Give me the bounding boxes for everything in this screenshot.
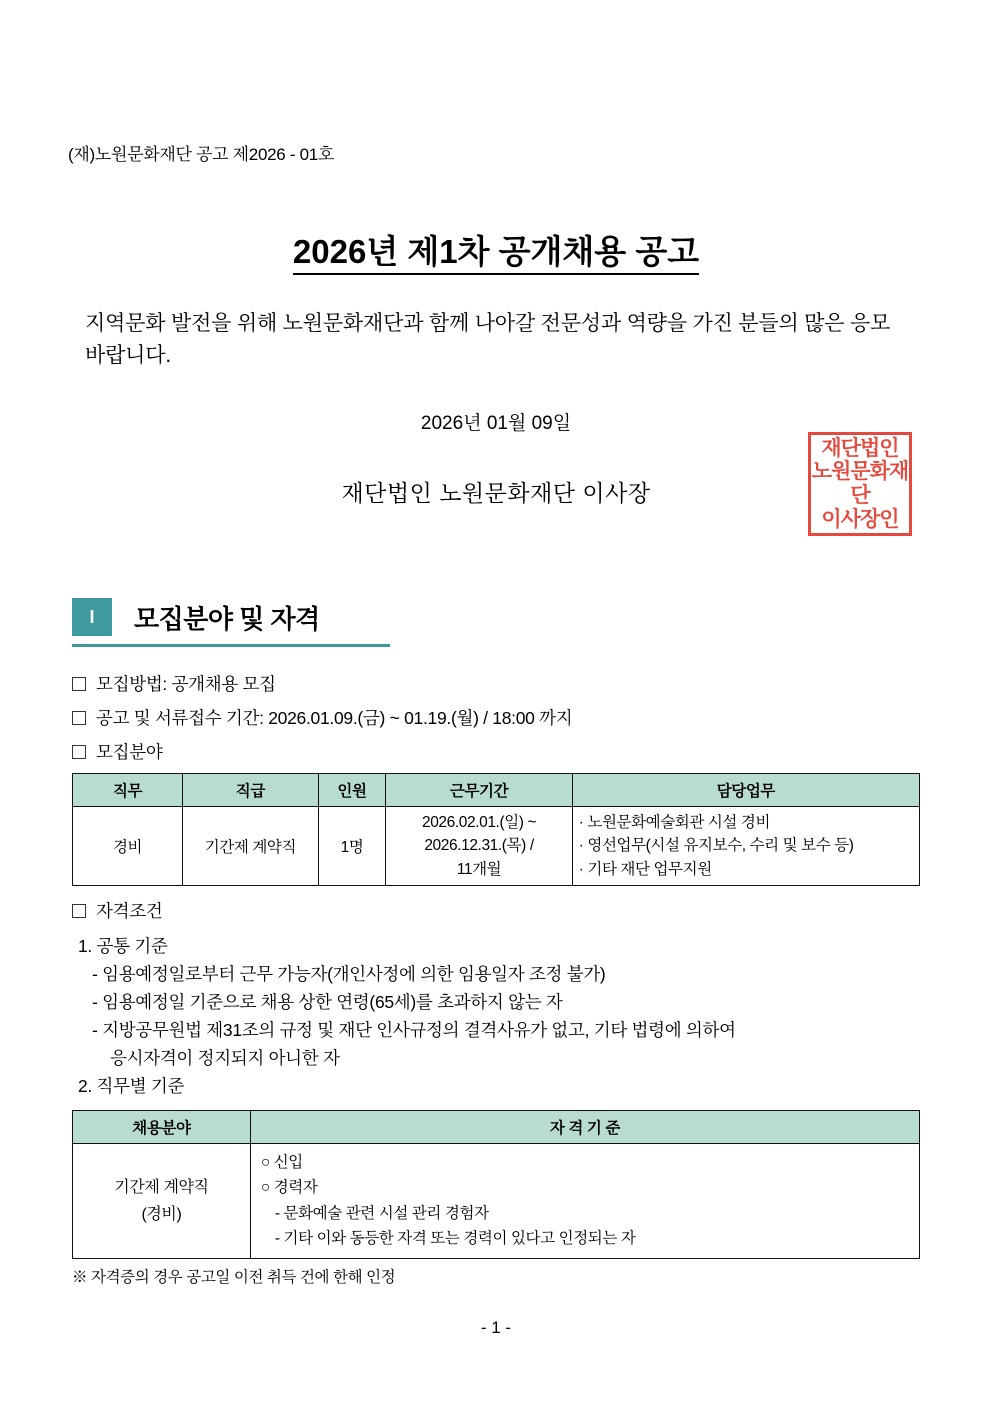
section-number-badge: I xyxy=(72,598,112,636)
period-line-1: 2026.02.01.(일) ~ xyxy=(421,814,537,831)
table-header-row xyxy=(73,774,920,807)
page-number: - 1 - xyxy=(480,1318,512,1337)
organization-line: 재단법인 노원문화재단 이사장 xyxy=(341,480,651,506)
intro-paragraph: 지역문화 발전을 위해 노원문화재단과 함께 나아갈 전문성과 역량을 가진 분들의 많은 응모 바랍니다. xyxy=(85,312,891,367)
list-item xyxy=(72,705,920,730)
seal-line-2: 노원문화재단 xyxy=(811,460,909,507)
common-criteria-item: - 임용예정일 기준으로 채용 상한 연령(65세)를 초과하지 않는 자 xyxy=(92,991,563,1012)
announcement-date: 2026년 01월 09일 xyxy=(420,413,572,434)
column-header-count: 인원 xyxy=(318,774,386,807)
checkbox-square-icon xyxy=(72,677,86,691)
checkbox-square-icon xyxy=(72,904,86,918)
criteria-line-2: ○ 경력자 xyxy=(260,1179,318,1197)
common-criteria-title: 1. 공통 기준 xyxy=(78,935,168,956)
table-header-row xyxy=(73,1110,920,1143)
column-header-period: 근무기간 xyxy=(386,774,572,807)
checkbox-square-icon xyxy=(72,711,86,725)
section-title: 모집분야 및 자격 xyxy=(134,603,320,634)
common-criteria-continuation: 응시자격이 정지되지 아니한 자 xyxy=(110,1047,340,1068)
column-header-grade: 직급 xyxy=(183,774,319,807)
criteria-line-3: - 문화예술 관련 시설 관리 경험자 xyxy=(274,1204,489,1222)
common-criteria-item: - 지방공무원법 제31조의 규정 및 재단 인사규정의 결격사유가 없고, 기타 법령에 의하여 xyxy=(92,1019,736,1040)
list-item-label: 공고 및 서류접수 기간: 2026.01.09.(금) ~ 01.19.(월) / 18:00 까지 xyxy=(96,708,573,728)
task-line-1: · 노원문화예술회관 시설 경비 xyxy=(578,814,771,831)
criteria-line-4: - 기타 이와 동등한 자격 또는 경력이 있다고 인정되는 자 xyxy=(274,1230,636,1248)
list-item xyxy=(72,898,920,923)
cell-field xyxy=(73,1143,251,1258)
column-header-tasks: 담당업무 xyxy=(572,774,919,807)
list-item xyxy=(72,671,920,696)
seal-line-3: 이사장인 xyxy=(821,507,899,531)
section-header xyxy=(72,598,320,636)
seal-line-1: 재단법인 xyxy=(821,436,899,460)
cell-grade: 기간제 계약직 xyxy=(183,807,319,886)
cell-duty: 경비 xyxy=(73,807,183,886)
page-title-text: 2026년 제1차 공개채용 공고 xyxy=(293,233,699,275)
column-header-criteria: 자 격 기 준 xyxy=(250,1110,919,1143)
criteria-table xyxy=(72,1110,920,1259)
period-line-3: 11개월 xyxy=(456,860,502,878)
list-item xyxy=(72,739,920,764)
field-line-2: (경비) xyxy=(141,1205,182,1223)
per-job-criteria-title: 2. 직무별 기준 xyxy=(78,1075,185,1096)
list-item-label: 모집방법: 공개채용 모집 xyxy=(96,674,276,694)
cell-count: 1명 xyxy=(318,807,386,886)
list-item-label: 모집분야 xyxy=(96,742,163,762)
section-body xyxy=(72,662,920,1287)
table-row xyxy=(73,1143,920,1258)
qualification-list xyxy=(72,932,920,1100)
cell-period xyxy=(386,807,572,886)
period-line-2: 2026.12.31.(목) / xyxy=(424,837,534,855)
qualification-heading: 자격조건 xyxy=(96,900,163,921)
column-header-duty: 직무 xyxy=(73,774,183,807)
task-line-2: · 영선업무(시설 유지보수, 수리 및 보수 등) xyxy=(578,837,854,855)
cell-criteria xyxy=(250,1143,919,1258)
field-line-1: 기간제 계약직 xyxy=(114,1178,209,1196)
checkbox-square-icon xyxy=(72,745,86,759)
column-header-field: 채용분야 xyxy=(73,1110,251,1143)
section-underline xyxy=(72,644,390,647)
footnote: ※ 자격증의 경우 공고일 이전 취득 건에 한해 인정 xyxy=(72,1269,396,1286)
task-line-3: · 기타 재단 업무지원 xyxy=(578,860,712,878)
table-row xyxy=(73,807,920,886)
document-number: (재)노원문화재단 공고 제2026 - 01호 xyxy=(68,145,335,164)
criteria-line-1: ○ 신입 xyxy=(260,1153,303,1171)
official-seal-icon xyxy=(808,432,912,536)
page-title xyxy=(0,226,992,273)
cell-tasks xyxy=(572,807,919,886)
recruitment-table xyxy=(72,773,920,886)
common-criteria-item: - 임용예정일로부터 근무 가능자(개인사정에 의한 임용일자 조정 불가) xyxy=(92,963,606,984)
